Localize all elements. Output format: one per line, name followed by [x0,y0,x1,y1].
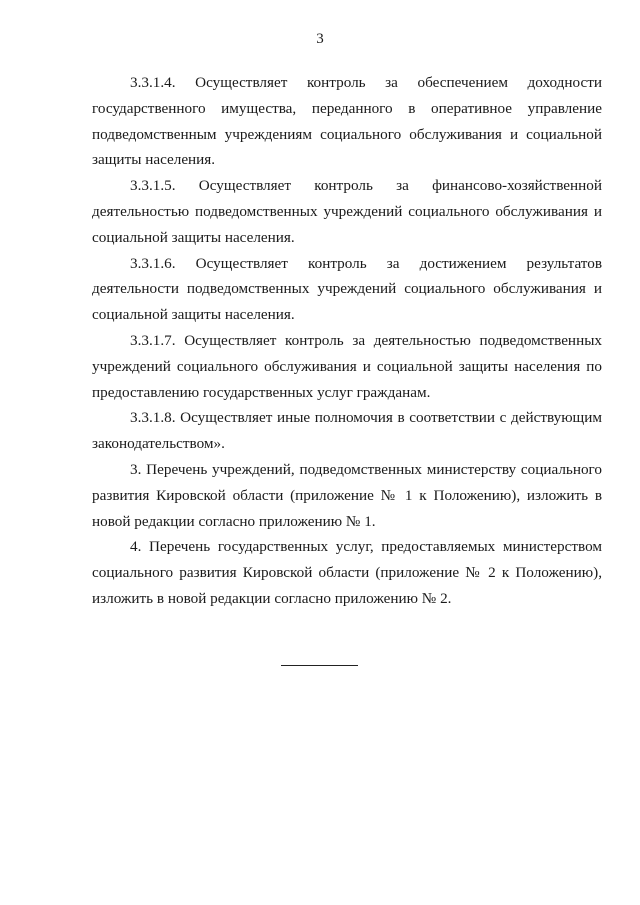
paragraph-3-3-1-5: 3.3.1.5. Осуществляет контроль за финансово-хозяйственной деятельностью подведомственных учреждений социального обслуживания и социальной защиты населения. [92,177,602,246]
paragraph-item-3: 3. Перечень учреждений, подведомственных министерству социального развития Кировской области (приложение № 1 к Положению), изложить в новой редакции согласно приложению № 1. [92,460,602,530]
document-body [92,70,602,612]
paragraph-3-3-1-6: 3.3.1.6. Осуществляет контроль за достижением результатов деятельности подведомственных учреждений социального обслуживания и социальной защиты населения. [92,254,602,324]
paragraph-item-4: 4. Перечень государственных услуг, предоставляемых министерством социального развития Кировской области (приложение № 2 к Положению), изложить в новой редакции согласно приложению № 2. [92,538,602,607]
page-number: 3 [316,31,324,47]
paragraph-3-3-1-8: 3.3.1.8. Осуществляет иные полномочия в соответствии с действующим законодательством». [92,409,602,453]
closing-divider-line [281,665,358,666]
paragraph-3-3-1-4: 3.3.1.4. Осуществляет контроль за обеспечением доходности государственного имущества, переданного в оперативное управление подведомственным учреждениям социального обслуживания и социальной защиты населения. [92,74,602,169]
paragraph-3-3-1-7: 3.3.1.7. Осуществляет контроль за деятельностью подведомственных учреждений социального обслуживания и социальной защиты населения по предоставлению государственных услуг гражданам. [92,331,602,401]
